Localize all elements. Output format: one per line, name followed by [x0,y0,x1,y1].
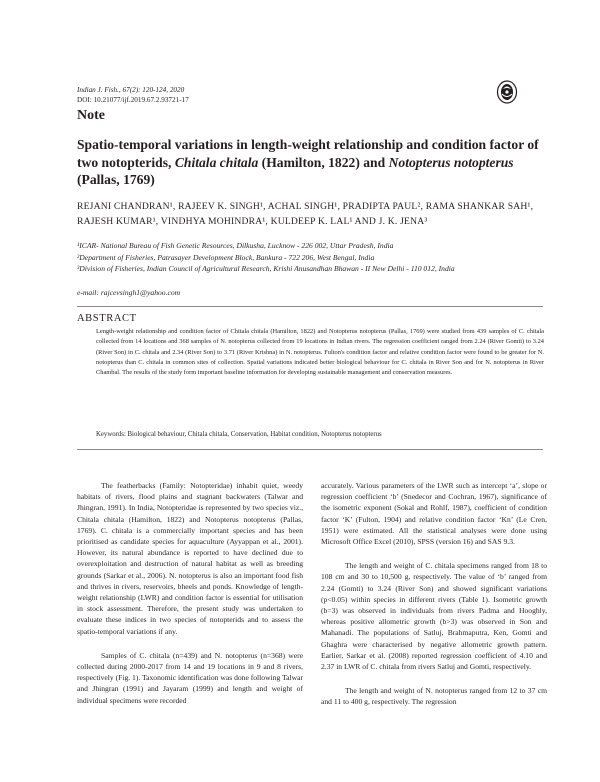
body-left-column [77,480,303,719]
email-line: e-mail: rajcevsingh1@yahoo.com [77,288,181,297]
affiliation-1: ¹ICAR- National Bureau of Fish Genetic Resources, Dilkusha, Lucknow - 226 002, Uttar Pradesh, India [77,241,394,250]
abstract-top-divider [77,306,543,307]
article-title: Spatio-temporal variations in length-weight relationship and condition factor of two notopterids, Chitala chitala (Hamilton, 1822) and Notopterus notopterus (Pallas, 1769) [77,137,539,187]
abstract-body: Length-weight relationship and condition factor of Chitala chitala (Hamilton, 1822) and Notopterus notopterus (Pallas, 1769) were studied from 439 samples of C. chitala collected from 14 locations and 368 samples of N. notopterus collected from 19 locations in Indian rivers. The regression coefficient ranged from 2.24 (River Gomti) to 3.24 (River Son) in C. chitala and 2.34 (River Son) to 3.71 (River Krishna) in N. notopterus. Fulton's condition factor and relative condition factor were found to be greater for N. notopterus than C. chitala in common sites of collection. Spatial variations indicated better biological behaviour for C. chitala in River Son and for N. notopterus in River Chambal. The results of the study form important baseline information for developing sustainable management and conservation measures. [96,328,544,377]
paragraph: Samples of C. chitala (n=439) and N. notopterus (n=368) were collected during 2000-2017 from 14 and 19 locations in 9 and 8 rivers, respectively (Fig. 1). Taxonomic identification was done following Talwar and Jhingran (1991) and Jayaram (1999) and length and weight of individual specimens were recorded [77,650,303,705]
author-list: REJANI CHANDRAN¹, RAJEEV K. SINGH¹, ACHAL SINGH¹, PRADIPTA PAUL², RAMA SHANKAR SAH¹, RAJESH KUMAR¹, VINDHYA MOHINDRA¹, KULDEEP K. LAL¹ AND J. K. JENA³ [77,201,534,227]
paragraph: The featherbacks (Family: Notopteridae) inhabit quiet, weedy habitats of rivers, flood plains and stagnant backwaters (Talwar and Jhingran, 1991). In India, Notopteridae is represented by two species viz., Chitala chitala (Hamilton, 1822) and Notopterus notopterus (Pallas, 1769). C. chitala is a commercially important species and has been prioritised as candidate species for aquaculture (Ayyappan et al., 2001). However, its natural abundance is reported to have declined due to overexploitation and destruction of natural habitat as well as breeding grounds (Sarkar et al., 2006). N. notopterus is also an important food fish and thrives in rivers, reservoirs, bheels and ponds. Knowledge of length-weight relationship (LWR) and condition factor is essential for utilisation in stock assessment. Therefore, the present study was undertaken to evaluate these indices in two species of notopterids and to assess the spatio-temporal variations if any. [77,481,303,636]
keywords-line: Keywords: Biological behaviour, Chitala chitala, Conservation, Habitat condition, Notopterus notopterus [96,431,382,438]
icar-emblem-icon [496,80,518,104]
doi-line: DOI: 10.21077/ijf.2019.67.2.93721-17 [77,96,189,104]
abstract-heading: ABSTRACT [77,313,137,324]
affiliation-2: ²Department of Fisheries, Patrasayer Development Block, Bankura - 722 206, West Bengal, India [77,252,375,262]
paragraph: The length and weight of N. notopterus ranged from 12 to 37 cm and 11 to 400 g, respectively. The regression [321,686,547,707]
journal-citation: Indian J. Fish., 67(2): 120-124, 2020 [77,86,185,94]
section-label: Note [77,108,105,123]
paragraph: The length and weight of C. chitala specimens ranged from 18 to 108 cm and 30 to 10,500 g, respectively. The value of ‘b’ ranged from 2.24 (Gomti) to 3.24 (River Son) and showed significant variations (p<0.05) within species in different rivers (Table 1). Isometric growth (b=3) was observed in individuals from rivers Padma and Hooghly, whereas positive allometric growth (b>3) was observed in Son and Mahanadi. The populations of Satluj, Brahmaputra, Ken, Gomti and Ghaghra were characterised by negative allometric growth pattern. Earlier, Sarkar et al. (2008) reported regression coefficient of 4.10 and 2.37 in LWR of C. chitala from rivers Satluj and Gomti, respectively. [321,561,547,672]
paragraph: accurately. Various parameters of the LWR such as intercept ‘a’, slope or regression coefficient ‘b’ (Snedecor and Cochran, 1967), significance of the isometric exponent (Sokal and Rohlf, 1987), coefficient of condition factor ‘K’ (Fulton, 1904) and relative condition factor ‘Kn’ (Le Cren, 1951) were estimated. All the statistical analyses were done using Microsoft Office Excel (2010), SPSS (version 16) and SAS 9.3. [321,481,547,547]
affiliations [77,240,547,275]
affiliation-3: ³Division of Fisheries, Indian Council of Agricultural Research, Krishi Anusandhan Bhawan - II New Delhi - 110 012, India [77,264,455,274]
body-right-column [321,480,547,721]
abstract-bottom-divider [77,449,543,450]
